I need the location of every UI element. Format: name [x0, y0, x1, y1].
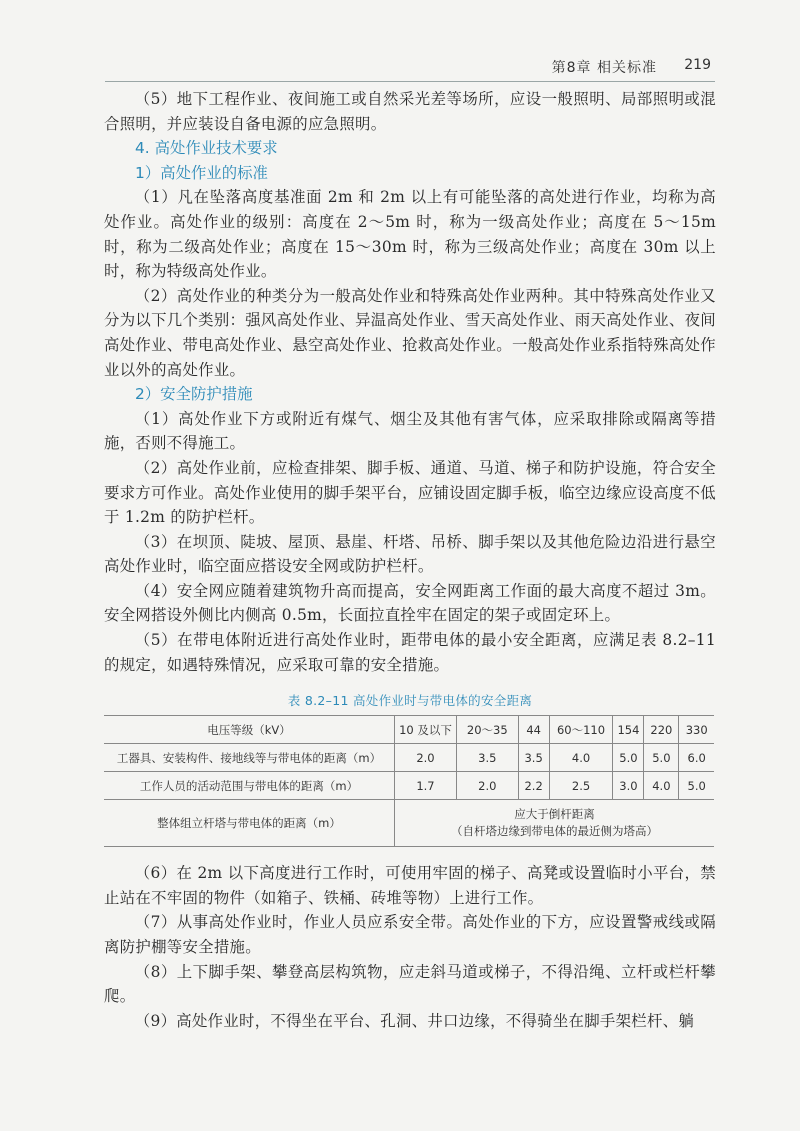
table-cell: 2.0: [456, 772, 518, 800]
merged-cell-line: （自杆塔边缘到带电体的最近侧为塔高）: [451, 824, 659, 839]
table-header-row: [104, 716, 714, 744]
table-cell: 5.0: [679, 772, 714, 800]
paragraph: （5）在带电体附近进行高处作业时，距带电体的最小安全距离，应满足表 8.2–11 的规定，如遇特殊情况，应采取可靠的安全措施。: [104, 631, 716, 674]
table-header-cell: 电压等级（kV）: [104, 716, 395, 744]
table-row-label: 工器具、安装构件、接地线等与带电体的距离（m）: [104, 744, 395, 772]
table-cell: 4.0: [644, 772, 679, 800]
table-header-cell: 60～110: [549, 716, 613, 744]
safety-distance-table: [104, 715, 714, 847]
table-cell: 3.0: [613, 772, 644, 800]
table-cell: 1.7: [395, 772, 457, 800]
table-row-label: 整体组立杆塔与带电体的距离（m）: [104, 800, 395, 847]
paragraph: （3）在坝顶、陡坡、屋顶、悬崖、杆塔、吊桥、脚手架以及其他危险边沿进行悬空高处作业时，临空面应搭设安全网或防护栏杆。: [104, 532, 716, 576]
paragraph: （5）地下工程作业、夜间施工或自然采光差等场所，应设一般照明、局部照明或混合照明，并应装设自备电源的应急照明。: [104, 90, 716, 133]
paragraph: （2）高处作业前，应检查排架、脚手板、通道、马道、梯子和防护设施，符合安全要求方可作业。高处作业使用的脚手架平台，应铺设固定脚手板，临空边缘应设高度不低于 1.2m 的防护栏杆。: [104, 458, 716, 527]
paragraph: （7）从事高处作业时，作业人员应系安全带。高处作业的下方，应设置警戒线或隔离防护棚等安全措施。: [104, 913, 716, 957]
table-row-label: 工作人员的活动范围与带电体的距离（m）: [104, 772, 395, 800]
paragraph: （1）凡在坠落高度基准面 2m 和 2m 以上有可能坠落的高处进行作业，均称为高处作业。高处作业的级别：高度在 2～5m 时，称为一级高处作业；高度在 5～15m 时，称为二级高处作业；高度在 15～30m 时，称为三级高处作业；高度在 30m 以上时，称为特级高处作业。: [104, 188, 716, 281]
subsection-heading: 1）高处作业的标准: [135, 163, 268, 182]
table-cell: 6.0: [679, 744, 714, 772]
section-heading: 4. 高处作业技术要求: [135, 139, 278, 158]
table-cell: 2.0: [395, 744, 457, 772]
table-caption: 表 8.2–11 高处作业时与带电体的安全距离: [287, 693, 533, 709]
table-header-cell: 20～35: [456, 716, 518, 744]
paragraph: （2）高处作业的种类分为一般高处作业和特殊高处作业两种。其中特殊高处作业又分为以下几个类别：强风高处作业、异温高处作业、雪天高处作业、雨天高处作业、夜间高处作业、带电高处作业、悬空高处作业、抢救高处作业。一般高处作业系指特殊高处作业以外的高处作业。: [104, 286, 716, 379]
table-row: [104, 800, 714, 847]
table-cell: 2.2: [518, 772, 549, 800]
paragraph: （8）上下脚手架、攀登高层构筑物，应走斜马道或梯子，不得沿绳、立杆或栏杆攀爬。: [104, 962, 716, 1006]
chapter-title: 第8章 相关标准: [551, 60, 657, 76]
table-merged-cell: [395, 800, 714, 847]
table-cell: 3.5: [456, 744, 518, 772]
subsection-heading: 2）安全防护措施: [135, 385, 253, 404]
table-row: [104, 772, 714, 800]
table-cell: 5.0: [644, 744, 679, 772]
table-header-cell: 10 及以下: [395, 716, 457, 744]
table-cell: 2.5: [549, 772, 613, 800]
table-cell: 5.0: [613, 744, 644, 772]
table-header-cell: 154: [613, 716, 644, 744]
paragraph: （9）高处作业时，不得坐在平台、孔洞、井口边缘，不得骑坐在脚手架栏杆、躺: [134, 1011, 695, 1030]
page-header: [105, 55, 715, 82]
paragraph: （1）高处作业下方或附近有煤气、烟尘及其他有害气体，应采取排除或隔离等措施，否则不得施工。: [104, 409, 716, 453]
page-content: [104, 87, 716, 1033]
table-header-cell: 330: [679, 716, 714, 744]
page-number: 219: [684, 57, 711, 73]
paragraph: （4）安全网应随着建筑物升高而提高，安全网距离工作面的最大高度不超过 3m。安全网搭设外侧比内侧高 0.5m，长面拉直拴牢在固定的架子或固定环上。: [104, 581, 716, 625]
table-cell: 4.0: [549, 744, 613, 772]
table-cell: 3.5: [518, 744, 549, 772]
table-row: [104, 744, 714, 772]
merged-cell-line: 应大于倒杆距离: [514, 807, 595, 822]
paragraph: （6）在 2m 以下高度进行工作时，可使用牢固的梯子、高凳或设置临时小平台，禁止站在不牢固的物件（如箱子、铁桶、砖堆等物）上进行工作。: [104, 864, 716, 907]
table-header-cell: 44: [518, 716, 549, 744]
table-header-cell: 220: [644, 716, 679, 744]
